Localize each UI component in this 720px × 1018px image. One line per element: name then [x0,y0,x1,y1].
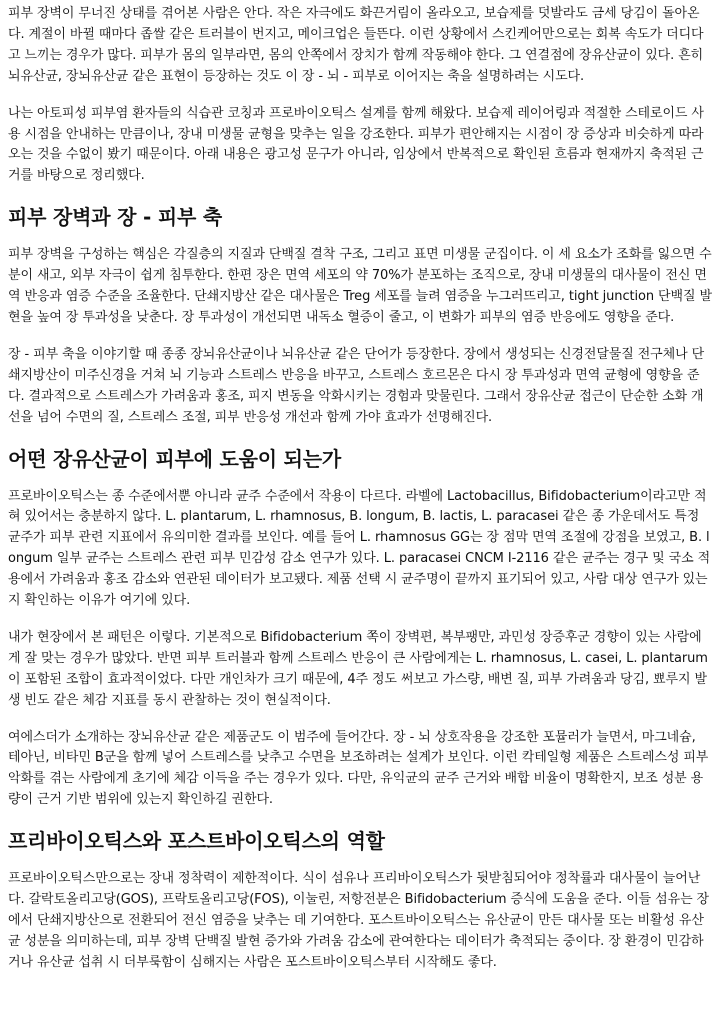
intro-paragraph-1: 피부 장벽이 무너진 상태를 겪어본 사람은 안다. 작은 자극에도 화끈거림이 올라오고, 보습제를 덧발라도 금세 당김이 돌아온다. 계절이 바뀔 때마다 좁쌀 같은 트러블이 번지고, 메이크업은 들뜬다. 이런 상황에서 스킨케어만으로는 회복 속도가 더디다고 느끼는 경우가 많다. 피부가 몸의 일부라면, 몸의 안쪽에서 장치가 함께 작동해야 한다. 그 연결점에 장유산균이 있다. 흔히 뇌유산균, 장뇌유산균 같은 표현이 등장하는 것도 이 장 - 뇌 - 피부로 이어지는 축을 설명하려는 시도다. [8,6,704,84]
section2-paragraph-2: 내가 현장에서 본 패턴은 이렇다. 기본적으로 Bifidobacterium 쪽이 장벽편, 복부팽만, 과민성 장증후군 경향이 있는 사람에게 잘 맞는 경우가 많았다. 반면 피부 트러블과 함께 스트레스 반응이 큰 사람에게는 L. rhamnosus, L. casei, L. plantarum이 포함된 조합이 효과적이었다. 다만 개인차가 크기 때문에, 4주 정도 써보고 가스량, 배변 질, 피부 가려움과 당김, 뾰루지 발생 빈도 같은 체감 지표를 동시 관찰하는 것이 현실적이다. [8,629,708,708]
intro-paragraph-2: 나는 아토피성 피부염 환자들의 식습관 코칭과 프로바이오틱스 설계를 함께 해왔다. 보습제 레이어링과 적절한 스테로이드 사용 시점을 안내하는 만큼이나, 장내 미생물 균형을 맞추는 일을 강조한다. 피부가 편안해지는 시점이 장 증상과 비슷하게 따라오는 것을 수없이 봤기 때문이다. 아래 내용은 광고성 문구가 아니라, 임상에서 반복적으로 확인된 흐름과 현재까지 축적된 근거를 바탕으로 정리했다. [8,105,704,184]
section1-paragraph-2: 장 - 피부 축을 이야기할 때 종종 장뇌유산균이나 뇌유산균 같은 단어가 등장한다. 장에서 생성되는 신경전달물질 전구체나 단쇄지방산이 미주신경을 거쳐 뇌 기능과 스트레스 반응을 바꾸고, 스트레스 호르몬은 다시 장 투과성과 면역 균형에 영향을 준다. 결과적으로 스트레스가 가려움과 홍조, 피지 변동을 악화시키는 경험과 맞물린다. 그래서 장유산균 접근이 단순한 소화 개선을 넘어 수면의 질, 스트레스 조절, 피부 반응성 개선과 함께 가야 효과가 선명해진다. [8,346,705,425]
section2-paragraph-3: 여에스더가 소개하는 장뇌유산균 같은 제품군도 이 범주에 들어간다. 장 - 뇌 상호작용을 강조한 포뮬러가 늘면서, 마그네슘, 테아닌, 비타민 B군을 함께 넣어 스트레스를 낮추고 수면을 보조하려는 설계가 보인다. 이런 칵테일형 제품은 스트레스성 피부 악화를 겪는 사람에게 초기에 체감 이득을 주는 경우가 있다. 다만, 유익균의 균주 근거와 배합 비율이 명확한지, 보조 성분 용량이 근거 기반 범위에 있는지 확인하길 권한다. [8,729,709,808]
section-heading-probiotics: 어떤 장유산균이 피부에 도움이 되는가 [8,446,341,471]
section-heading-skin-barrier: 피부 장벽과 장 - 피부 축 [8,205,222,230]
section1-paragraph-1: 피부 장벽을 구성하는 핵심은 각질층의 지질과 단백질 결착 구조, 그리고 표면 미생물 군집이다. 이 세 요소가 조화를 잃으면 수분이 새고, 외부 자극이 쉽게 침투한다. 한편 장은 면역 세포의 약 70%가 분포하는 조직으로, 장내 미생물의 대사물이 전신 면역 반응과 염증 수준을 조율한다. 단쇄지방산 같은 대사물은 Treg 세포를 늘려 염증을 누그러뜨리고, tight junction 단백질 발현을 높여 장 투과성을 낮춘다. 장 투과성이 개선되면 내독소 혈증이 줄고, 이 변화가 피부의 염증 반응에도 영향을 준다. [8,247,712,325]
section2-paragraph-1: 프로바이오틱스는 종 수준에서뿐 아니라 균주 수준에서 작용이 다르다. 라벨에 Lactobacillus, Bifidobacterium이라고만 적혀 있어서는 충분하지 않다. L. plantarum, L. rhamnosus, B. longum, B. lactis, L. paracasei 같은 종 가운데서도 특정 균주가 피부 관련 지표에서 유의미한 결과를 보인다. 예를 들어 L. rhamnosus GG는 장 점막 면역 조절에 강점을 보였고, B. longum 일부 균주는 스트레스 관련 피부 민감성 감소 연구가 있다. L. paracasei CNCM I-2116 같은 균주는 경구 및 국소 적용에서 가려움과 홍조 감소와 연관된 데이터가 보고됐다. 제품 선택 시 균주명이 끝까지 표기되어 있고, 사람 대상 연구가 있는지 확인하는 이유가 여기에 있다. [8,488,711,609]
section-heading-prebiotics: 프리바이오틱스와 포스트바이오틱스의 역할 [8,829,385,854]
section3-paragraph-1: 프로바이오틱스만으로는 장내 정착력이 제한적이다. 식이 섬유나 프리바이오틱스가 뒷받침되어야 정착률과 대사물이 늘어난다. 갈락토올리고당(GOS), 프락토올리고당(FOS), 이눌린, 저항전분은 Bifidobacterium 증식에 도움을 준다. 이들 섬유는 장에서 단쇄지방산으로 전환되어 전신 염증을 낮추는 데 기여한다. 포스트바이오틱스는 유산균이 만든 대사물 또는 비활성 유산균 성분을 의미하는데, 피부 장벽 단백질 발현 증가와 가려움 감소에 관여한다는 데이터가 축적되는 중이다. 장 환경이 민감하거나 유산균 섭취 시 더부룩함이 심해지는 사람은 포스트바이오틱스부터 시작해도 좋다. [8,871,710,970]
